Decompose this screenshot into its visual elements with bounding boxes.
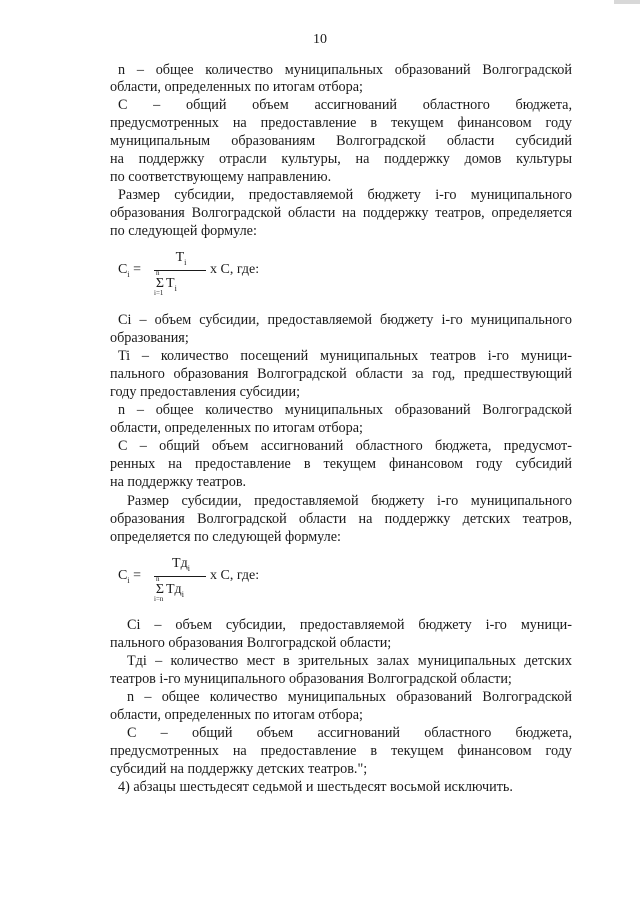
text-line: Ci – объем субсидии, предоставляемой бюджету i-го муници- <box>127 617 572 633</box>
formula-lhs: $C_i$ = <box>118 262 141 279</box>
sum-sign: n Σ i=n <box>154 575 165 603</box>
text-line: C – общий объем ассигнований областного бюджета, <box>127 725 572 741</box>
text-line: области, определенных по итогам отбора; <box>110 707 363 723</box>
text-line: на поддержку театров. <box>110 474 247 490</box>
text-line: пального образования Волгоградской области; <box>110 635 392 651</box>
formula-numerator: $T_i$ <box>175 250 187 267</box>
text-line: предусмотренных на предоставление в текущем финансовом году <box>110 743 572 759</box>
text-line: Размер субсидии, предоставляемой бюджету i-го муниципального <box>127 493 572 509</box>
text-line: муниципальным образованиям Волгоградской области субсидий <box>110 133 572 149</box>
formula-rhs: x C, где: <box>210 262 260 277</box>
text-line: n – общее количество муниципальных образований Волгоградской <box>118 62 572 78</box>
text-line: ренных на предоставление в текущем финансовом году субсидий <box>110 456 572 472</box>
text-line: Ti – количество посещений муниципальных театров i-го муници- <box>118 348 572 364</box>
formula-rhs: x C, где: <box>210 568 260 583</box>
formula-numerator: $Тд_i$ <box>172 556 190 573</box>
text-line: предусмотренных на предоставление в текущем финансовом году <box>110 115 572 131</box>
text-line: n – общее количество муниципальных образований Волгоградской <box>118 402 572 418</box>
text-line: C – общий объем ассигнований областного бюджета, <box>118 97 572 113</box>
page-number: 10 <box>313 32 327 47</box>
text-line: образования; <box>110 330 189 346</box>
text-line: Ci – объем субсидии, предоставляемой бюджету i-го муниципального <box>118 312 572 328</box>
text-line: по соответствующему направлению. <box>110 169 332 185</box>
text-line: субсидий на поддержку детских театров."; <box>110 761 368 777</box>
text-line: области, определенных по итогам отбора; <box>110 420 363 436</box>
text-line: пального образования Волгоградской области за год, предшествующий <box>110 366 572 382</box>
text-line: году предоставления субсидии; <box>110 384 301 400</box>
text-line: образования Волгоградской области на поддержку театров, определяется <box>110 205 572 221</box>
text-line: на поддержку отрасли культуры, на поддержку домов культуры <box>110 151 572 167</box>
text-line: по следующей формуле: <box>110 223 257 239</box>
text-line: 4) абзацы шестьдесят седьмой и шестьдесят восьмой исключить. <box>118 779 513 795</box>
text-line: области, определенных по итогам отбора; <box>110 79 363 95</box>
text-line: театров i-го муниципального образования Волгоградской области; <box>110 671 512 687</box>
text-line: n – общее количество муниципальных образований Волгоградской <box>127 689 572 705</box>
sum-sign: n Σ i=1 <box>154 269 165 297</box>
formula-lhs: $C_i$ = <box>118 568 141 585</box>
text-line: образования Волгоградской области на поддержку детских театров, <box>110 511 572 527</box>
text-line: Размер субсидии, предоставляемой бюджету i-го муниципального <box>118 187 572 203</box>
formula-denominator: n Σ i=n $Тд_i$ <box>154 575 184 603</box>
text-line: Тдi – количество мест в зрительных залах муниципальных детских <box>127 653 572 669</box>
text-line: определяется по следующей формуле: <box>110 529 341 545</box>
text-line: C – общий объем ассигнований областного бюджета, предусмот- <box>118 438 572 454</box>
scan-corner-mark <box>614 0 640 4</box>
formula-denominator: n Σ i=1 $T_i$ <box>154 269 177 297</box>
